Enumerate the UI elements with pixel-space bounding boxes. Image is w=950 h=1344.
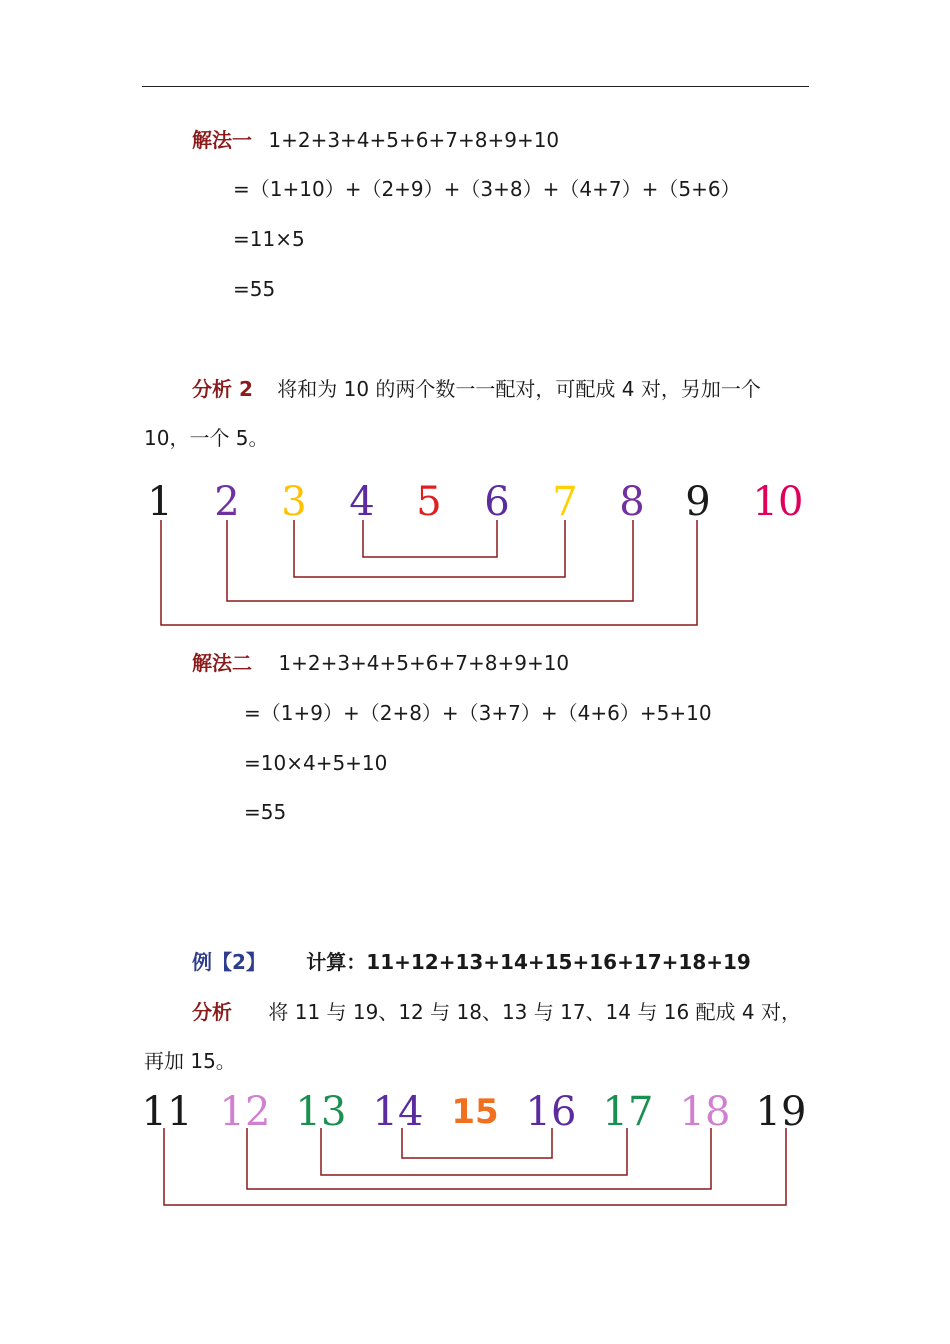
pair-bracket-13-17 (321, 1128, 627, 1175)
diagram1-number: 6 (484, 479, 510, 525)
method1-label: 解法一 (192, 128, 252, 152)
diagram2-number: 19 (755, 1089, 807, 1135)
method1-step-1: =（1+10）+（2+9）+（3+8）+（4+7）+（5+6） (233, 177, 741, 201)
method1-step-3: =55 (233, 277, 276, 301)
analysis3-text-1: 将 11 与 19、12 与 18、13 与 17、14 与 16 配成 4 对， (268, 1000, 801, 1024)
diagram1-number: 8 (619, 479, 645, 525)
diagram2-number-center: 15 (451, 1092, 499, 1132)
diagram1-number: 5 (416, 479, 442, 525)
method1-expression: 1+2+3+4+5+6+7+8+9+10 (268, 128, 560, 152)
diagram2-number: 13 (295, 1089, 347, 1135)
diagram1-number: 7 (552, 479, 578, 525)
pair-bracket-14-16 (402, 1128, 552, 1158)
diagram2-number: 12 (219, 1089, 271, 1135)
method2-step-2: =10×4+5+10 (244, 751, 388, 775)
method2-expression: 1+2+3+4+5+6+7+8+9+10 (278, 651, 570, 675)
analysis2-text-1: 将和为 10 的两个数一一配对，可配成 4 对，另加一个 (277, 377, 761, 401)
method2-label: 解法二 (192, 651, 252, 675)
diagram2-number: 18 (679, 1089, 731, 1135)
analysis3-text-2: 再加 15。 (144, 1049, 236, 1073)
pair-bracket-11-19 (164, 1128, 786, 1205)
diagram1-number: 3 (281, 479, 307, 525)
diagram1-number: 1 (147, 479, 173, 525)
example2-task-expression: 11+12+13+14+15+16+17+18+19 (366, 950, 751, 974)
diagram1-number: 9 (685, 479, 711, 525)
diagram2-number: 11 (141, 1089, 193, 1135)
method1-step-2: =11×5 (233, 227, 305, 251)
diagram1-number: 2 (214, 479, 240, 525)
example2-label: 例【2】 (192, 950, 266, 974)
method2-step-3: =55 (244, 800, 287, 824)
diagram2-number: 17 (602, 1089, 654, 1135)
method2-step-1: =（1+9）+（2+8）+（3+7）+（4+6）+5+10 (244, 701, 712, 725)
diagram2-number: 14 (372, 1089, 424, 1135)
example2-task-prefix: 计算： (306, 950, 367, 974)
analysis2-text-2: 10，一个 5。 (144, 426, 269, 450)
diagram2-number: 16 (525, 1089, 577, 1135)
diagram1-number: 4 (349, 479, 375, 525)
analysis3-label: 分析 (192, 1000, 232, 1024)
diagram1-number: 10 (752, 479, 804, 525)
analysis2-label: 分析 2 (192, 377, 253, 401)
